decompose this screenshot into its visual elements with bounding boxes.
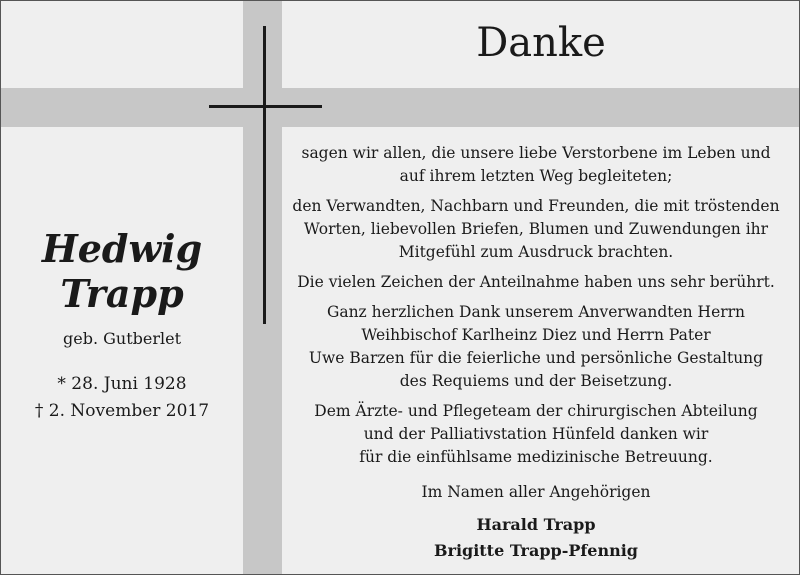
paragraph: Ganz herzlichen Dank unserem Anverwandten Herrn Weihbischof Karlheinz Diez und Herrn Pater Uwe Barzen für die feierliche und persönliche Gestaltung des Requiems und der Beisetzung. (308, 303, 764, 390)
death-date: † 2. November 2017 (34, 401, 210, 421)
thank-you-text (291, 142, 781, 564)
deceased-birth-name: geb. Gutberlet (62, 329, 181, 348)
closing-line: Im Namen aller Angehörigen (421, 483, 651, 501)
birth-date: * 28. Juni 1928 (57, 374, 187, 394)
cross-band-horizontal (1, 88, 799, 127)
deceased-first-name: Hedwig (41, 226, 203, 271)
cross-icon-horizontal-bar (209, 105, 322, 108)
paragraph: Die vielen Zeichen der Anteilnahme haben uns sehr berührt. (297, 273, 775, 291)
paragraph: Dem Ärzte- und Pflegeteam der chirurgischen Abteilung und der Palliativstation Hünfeld danken wir für die einfühlsame medizinische Betreuung. (314, 402, 758, 466)
paragraph: sagen wir allen, die unsere liebe Verstorbene im Leben und auf ihrem letzten Weg begleiteten; (301, 144, 771, 185)
signer-name: Harald Trapp (476, 515, 596, 534)
paragraph: den Verwandten, Nachbarn und Freunden, die mit tröstenden Worten, liebevollen Briefen, Blumen und Zuwendungen ihr Mitgefühl zum Ausdruck brachten. (292, 197, 780, 261)
heading: Danke (476, 20, 606, 66)
cross-icon-vertical-bar (263, 26, 266, 324)
signer-name: Brigitte Trapp-Pfennig (433, 541, 638, 560)
deceased-last-name: Trapp (60, 271, 184, 316)
